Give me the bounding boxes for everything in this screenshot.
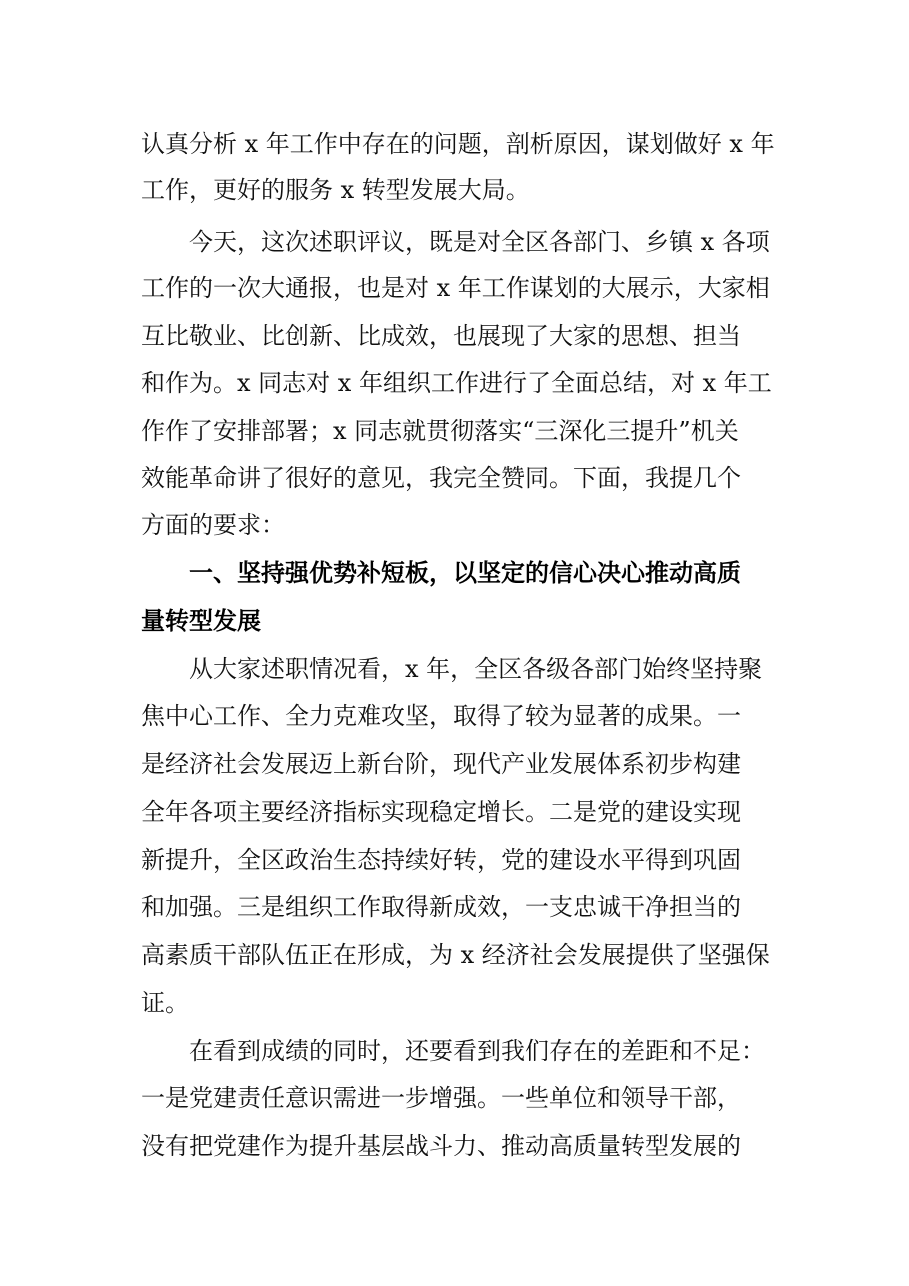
text-line: 新提升，全区政治生态持续好转，党的建设水平得到巩固	[141, 846, 741, 874]
text-line: 在看到成绩的同时，还要看到我们存在的差距和不足：	[189, 1037, 765, 1065]
text-line: 证。	[141, 989, 189, 1017]
text-line: 方面的要求：	[141, 511, 285, 539]
text-line: 认真分析 x 年工作中存在的问题，剖析原因，谋划做好 x 年	[141, 130, 775, 158]
text-line: 焦中心工作、全力克难攻坚，取得了较为显著的成果。一	[141, 702, 741, 730]
text-line: 全年各项主要经济指标实现稳定增长。二是党的建设实现	[141, 798, 741, 826]
text-line: 高素质干部队伍正在形成，为 x 经济社会发展提供了坚强保	[141, 941, 770, 969]
text-line: 是经济社会发展迈上新台阶，现代产业发展体系初步构建	[141, 750, 741, 778]
text-line: 今天，这次述职评议，既是对全区各部门、乡镇 x 各项	[189, 228, 770, 256]
text-line: 工作的一次大通报，也是对 x 年工作谋划的大展示，大家相	[141, 274, 770, 302]
text-line: 作作了安排部署；x 同志就贯彻落实“三深化三提升”机关	[141, 417, 739, 445]
text-line: 互比敬业、比创新、比成效，也展现了大家的思想、担当	[141, 322, 741, 350]
text-line: 从大家述职情况看，x 年，全区各级各部门始终坚持聚	[189, 655, 763, 683]
section-heading: 量转型发展	[141, 607, 261, 635]
text-line: 一是党建责任意识需进一步增强。一些单位和领导干部，	[141, 1084, 741, 1112]
text-line: 没有把党建作为提升基层战斗力、推动高质量转型发展的	[141, 1132, 741, 1160]
text-line: 效能革命讲了很好的意见，我完全赞同。下面，我提几个	[141, 464, 741, 492]
text-line: 和加强。三是组织工作取得新成效，一支忠诚干净担当的	[141, 893, 741, 921]
text-line: 工作，更好的服务 x 转型发展大局。	[141, 176, 530, 204]
text-line: 和作为。x 同志对 x 年组织工作进行了全面总结，对 x 年工	[141, 369, 772, 397]
section-heading: 一、坚持强优势补短板，以坚定的信心决心推动高质	[189, 559, 741, 587]
